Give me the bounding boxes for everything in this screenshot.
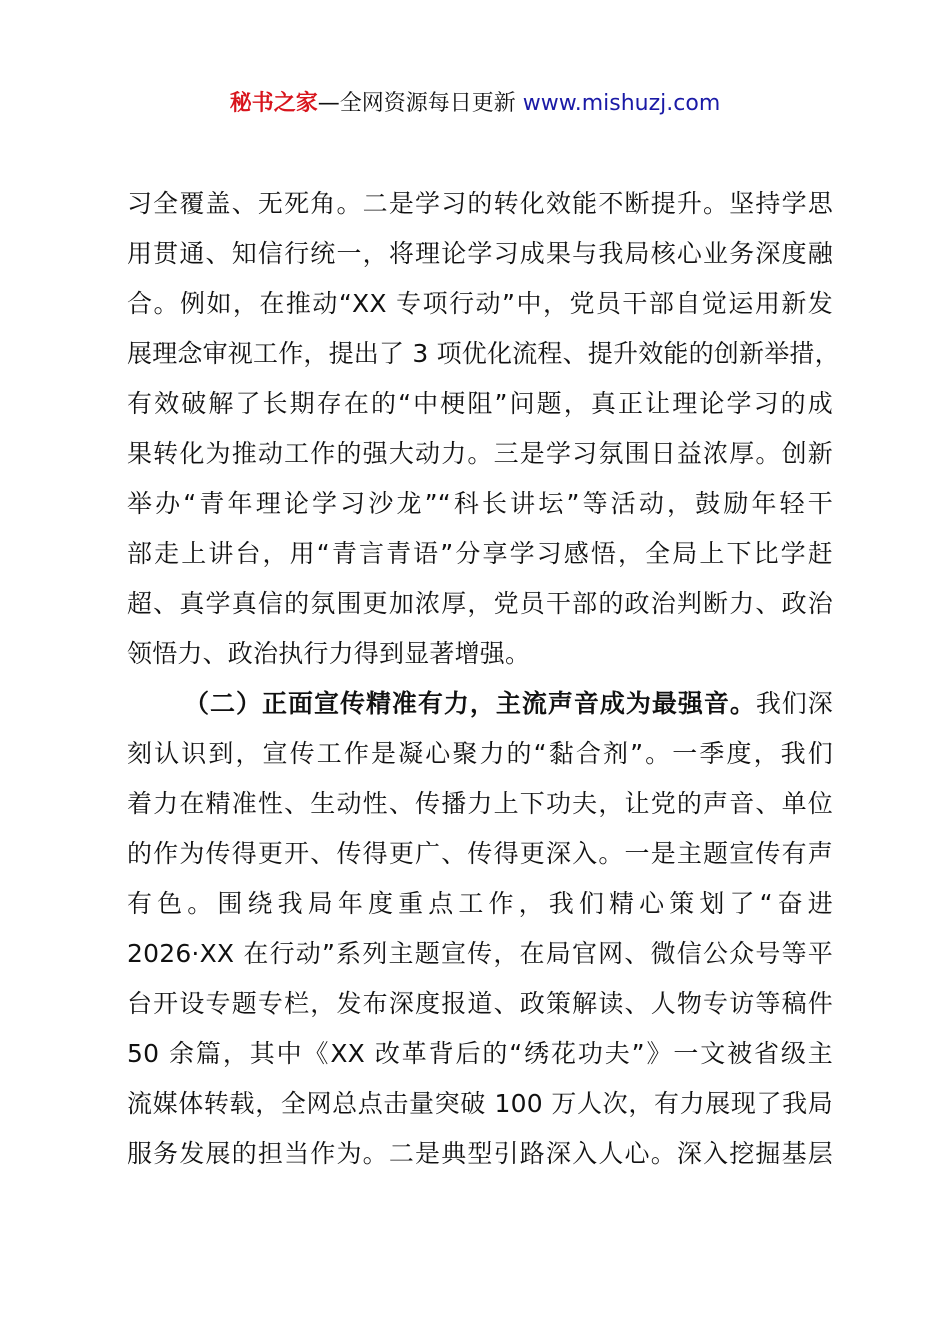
body-line: 合。例如，在推动“XX 专项行动”中，党员干部自觉运用新发 (127, 289, 833, 318)
section-heading-continuation: 我们深 (755, 689, 833, 718)
section-line: 台开设专题专栏，发布深度报道、政策解读、人物专访等稿件 (127, 989, 833, 1018)
body-line: 展理念审视工作，提出了 3 项优化流程、提升效能的创新举措， (127, 339, 840, 368)
site-header (0, 88, 950, 120)
section-line: 有色。围绕我局年度重点工作，我们精心策划了“奋进 (127, 889, 833, 918)
brand-name: 秘书之家 (229, 91, 318, 116)
body-line: 习全覆盖、无死角。二是学习的转化效能不断提升。坚持学思 (127, 189, 833, 218)
section-line: 服务发展的担当作为。二是典型引路深入人心。深入挖掘基层 (127, 1139, 833, 1168)
body-line: 有效破解了长期存在的“中梗阻”问题，真正让理论学习的成 (127, 389, 833, 418)
body-line: 用贯通、知信行统一，将理论学习成果与我局核心业务深度融 (127, 239, 833, 268)
document-body (127, 179, 840, 1179)
header-tagline: —全网资源每日更新 (317, 91, 516, 116)
body-line: 举办“青年理论学习沙龙”“科长讲坛”等活动，鼓励年轻干 (127, 489, 833, 518)
section-line: 刻认识到，宣传工作是凝心聚力的“黏合剂”。一季度，我们 (127, 739, 833, 768)
section-line: 流媒体转载，全网总点击量突破 100 万人次，有力展现了我局 (127, 1089, 833, 1118)
section-line: 50 余篇，其中《XX 改革背后的“绣花功夫”》一文被省级主 (127, 1039, 833, 1068)
section-heading: （二）正面宣传精准有力，主流声音成为最强音。 (184, 689, 756, 718)
section-heading-line (127, 679, 833, 729)
section-line: 2026·XX 在行动”系列主题宣传，在局官网、微信公众号等平 (127, 939, 833, 968)
section-line: 的作为传得更开、传得更广、传得更深入。一是主题宣传有声 (127, 839, 833, 868)
body-line: 部走上讲台，用“青言青语”分享学习感悟，全局上下比学赶 (127, 539, 833, 568)
section-line: 着力在精准性、生动性、传播力上下功夫，让党的声音、单位 (127, 789, 833, 818)
body-line: 超、真学真信的氛围更加浓厚，党员干部的政治判断力、政治 (127, 589, 833, 618)
body-line: 果转化为推动工作的强大动力。三是学习氛围日益浓厚。创新 (127, 439, 833, 468)
site-url-link[interactable]: www.mishuzj.com (522, 91, 721, 116)
body-line: 领悟力、政治执行力得到显著增强。 (127, 639, 531, 668)
